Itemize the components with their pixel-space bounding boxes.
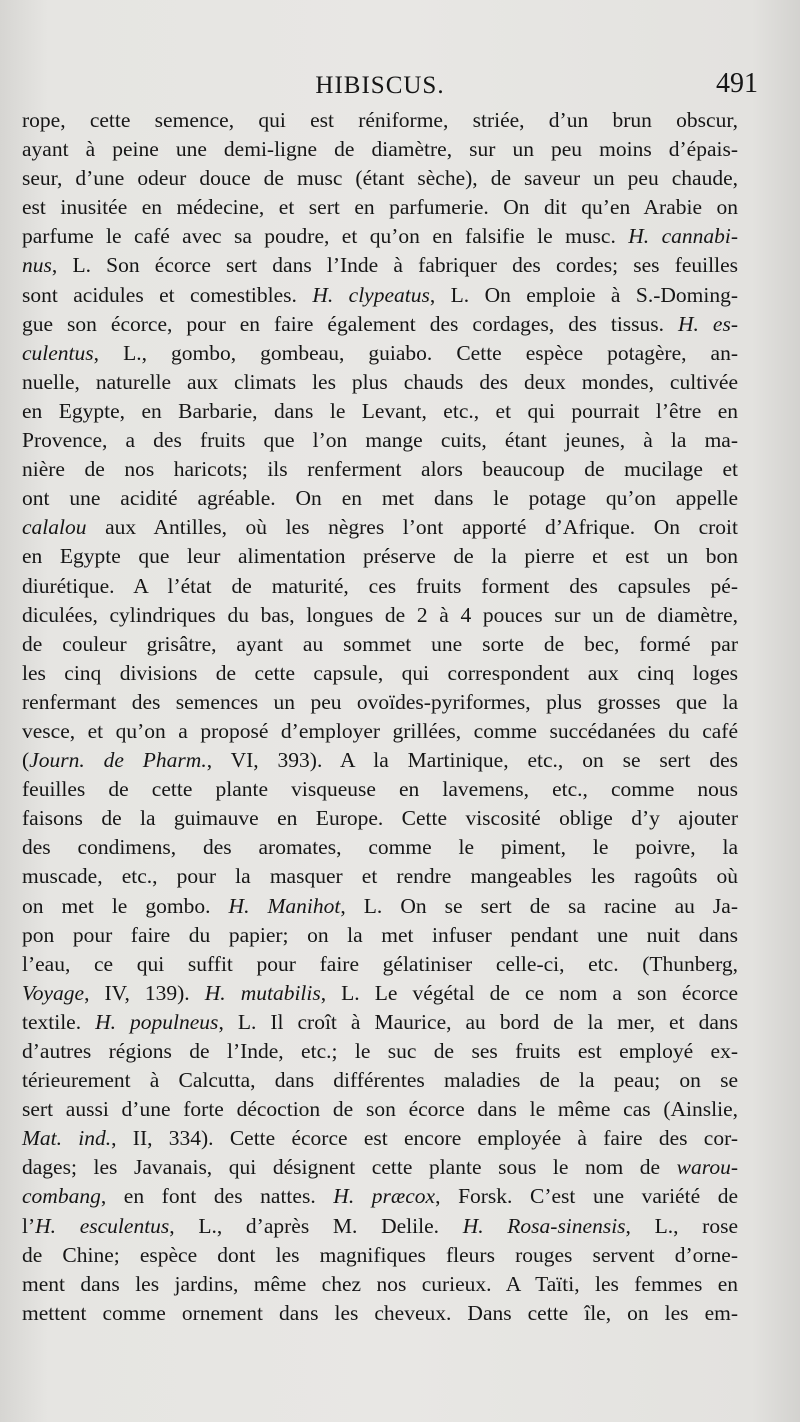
text-line: diculées, cylindriques du bas, longues de 2 à 4 pouces sur un de diamètre, — [22, 602, 738, 627]
text-line: pon pour faire du papier; on la met infuser pendant une nuit dans — [22, 922, 738, 947]
text-line: Mat. ind., II, 334). Cette écorce est encore employée à faire des cor- — [22, 1126, 738, 1151]
text-line: dages; les Javanais, qui désignent cette plante sous le nom de warou- — [22, 1155, 738, 1180]
text-line: nière de nos haricots; ils renferment alors beaucoup de mucilage et — [22, 457, 738, 482]
text-line: en Egypte que leur alimentation préserve de la pierre et est un bon — [22, 544, 738, 569]
text-line: seur, d’une odeur douce de musc (étant sèche), de saveur un peu chaude, — [22, 166, 738, 191]
text-line: nuelle, naturelle aux climats les plus chauds des deux mondes, cultivée — [22, 369, 738, 394]
text-line: gue son écorce, pour en faire également des cordages, des tissus. H. es- — [22, 311, 738, 336]
text-line: combang, en font des nattes. H. præcox, Forsk. C’est une variété de — [22, 1184, 738, 1209]
body-text — [22, 106, 738, 1328]
text-line: l’eau, ce qui suffit pour faire gélatiniser celle-ci, etc. (Thunberg, — [22, 951, 738, 976]
text-line: en Egypte, en Barbarie, dans le Levant, etc., et qui pourrait l’être en — [22, 398, 738, 423]
text-line: parfume le café avec sa poudre, et qu’on en falsifie le musc. H. cannabi- — [22, 224, 739, 249]
text-line: on met le gombo. H. Manihot, L. On se sert de sa racine au Ja- — [22, 893, 738, 918]
text-line: calalou aux Antilles, où les nègres l’ont apporté d’Afrique. On croit — [22, 515, 738, 540]
text-line: des condimens, des aromates, comme le piment, le poivre, la — [22, 835, 738, 860]
text-line: d’autres régions de l’Inde, etc.; le suc de ses fruits est employé ex- — [22, 1039, 738, 1063]
text-line: faisons de la guimauve en Europe. Cette viscosité oblige d’y ajouter — [22, 806, 738, 831]
text-line: ment dans les jardins, même chez nos curieux. A Taïti, les femmes en — [22, 1271, 738, 1296]
text-line: (Journ. de Pharm., VI, 393). A la Martinique, etc., on se sert des — [22, 748, 738, 773]
text-line: textile. H. populneus, L. Il croît à Maurice, au bord de la mer, et dans — [22, 1009, 738, 1034]
text-line: muscade, etc., pour la masquer et rendre mangeables les ragoûts où — [22, 864, 738, 889]
text-line: l’H. esculentus, L., d’après M. Delile. H. Rosa-sinensis, L., rose — [22, 1213, 738, 1238]
text-line: rope, cette semence, qui est réniforme, striée, d’un brun obscur, — [22, 108, 738, 132]
text-line: nus, L. Son écorce sert dans l’Inde à fabriquer des cordes; ses feuilles — [22, 253, 738, 278]
text-line: les cinq divisions de cette capsule, qui correspondent aux cinq loges — [22, 660, 738, 685]
text-line: ayant à peine une demi-ligne de diamètre, sur un peu moins d’épais- — [22, 137, 738, 162]
text-line: est inusitée en médecine, et sert en parfumerie. On dit qu’en Arabie on — [22, 195, 738, 220]
text-line: culentus, L., gombo, gombeau, guiabo. Cette espèce potagère, an- — [22, 340, 738, 365]
running-head: HIBISCUS. — [315, 72, 445, 99]
page-number: 491 — [716, 68, 758, 99]
text-line: sert aussi d’une forte décoction de son écorce dans le même cas (Ainslie, — [22, 1097, 738, 1122]
text-line: mettent comme ornement dans les cheveux. Dans cette île, on les em- — [22, 1300, 738, 1325]
text-line: feuilles de cette plante visqueuse en lavemens, etc., comme nous — [22, 777, 738, 802]
text-line: Provence, a des fruits que l’on mange cuits, étant jeunes, à la ma- — [22, 428, 738, 453]
text-line: térieurement à Calcutta, dans différentes maladies de la peau; on se — [22, 1068, 738, 1093]
page-header — [22, 66, 758, 106]
text-line: diurétique. A l’état de maturité, ces fruits forment des capsules pé- — [22, 573, 738, 598]
text-line: de couleur grisâtre, ayant au sommet une sorte de bec, formé par — [22, 631, 738, 656]
text-line: Voyage, IV, 139). H. mutabilis, L. Le végétal de ce nom a son écorce — [22, 980, 738, 1005]
text-line: ont une acidité agréable. On en met dans le potage qu’on appelle — [22, 486, 738, 511]
text-line: de Chine; espèce dont les magnifiques fleurs rouges servent d’orne- — [22, 1242, 738, 1267]
text-line: renfermant des semences un peu ovoïdes-pyriformes, plus grosses que la — [22, 689, 738, 714]
text-line: vesce, et qu’on a proposé d’employer grillées, comme succédanées du café — [22, 718, 738, 743]
text-line: sont acidules et comestibles. H. clypeatus, L. On emploie à S.-Doming- — [22, 282, 739, 307]
